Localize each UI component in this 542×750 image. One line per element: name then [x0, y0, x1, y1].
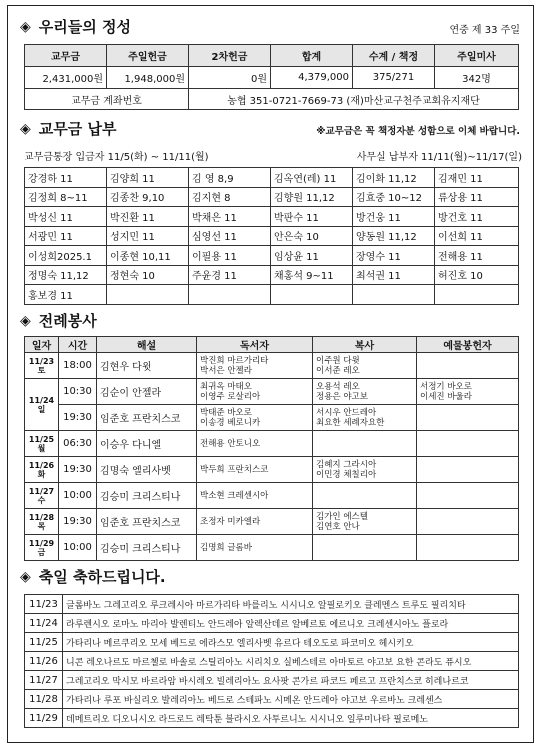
- dues-cell: 이성희2025.1: [25, 246, 107, 266]
- dues-cell: 허진호 10: [435, 265, 519, 285]
- dues-cell: 김정희 8~11: [25, 187, 107, 207]
- feast-row: [25, 614, 519, 633]
- liturgy-readers-name: 조정자 미카엘라: [200, 516, 261, 527]
- feast-date: 11/28: [25, 690, 63, 709]
- dues-cell: 김옥연(레) 11: [271, 168, 353, 188]
- liturgy-servers-name: 최요한 세례자요한: [316, 417, 385, 428]
- liturgy-time: 10:00: [59, 535, 97, 561]
- dues-cell: [435, 285, 519, 305]
- dues-cell: 홍보경 11: [25, 285, 107, 305]
- feast-date: 11/24: [25, 614, 63, 633]
- dues-cell: 김 영 8,9: [189, 168, 271, 188]
- liturgy-readers-name: 박서은 안젤라: [200, 365, 252, 376]
- liturgy-row: [25, 457, 519, 483]
- feast-date: 11/23: [25, 595, 63, 614]
- liturgy-col: 예물봉헌자: [417, 337, 519, 353]
- liturgy-readers: [197, 353, 313, 379]
- feast-title: 축일 축하드립니다.: [38, 568, 166, 586]
- feast-names: 데메트리오 디오니시오 라드로드 레탁툰 블라시오 사투르니노 시시니오 일루미나타 필로메노: [63, 709, 519, 728]
- dues-cell: 서광민 11: [25, 226, 107, 246]
- liturgy-commentator: 김명숙 엘리사벳: [97, 457, 197, 483]
- feast-section-title: [20, 566, 166, 587]
- liturgy-readers: [197, 405, 313, 431]
- dues-cell: 양동원 11,12: [353, 226, 435, 246]
- liturgy-readers: [197, 483, 313, 509]
- dues-cell: 방건웅 11: [353, 207, 435, 227]
- account-value: 농협 351-0721-7669-73 (재)마산교구천주교회유지재단: [189, 89, 519, 110]
- liturgy-offertory: [417, 535, 519, 561]
- dues-cell: 정현숙 10: [107, 265, 189, 285]
- dues-row: [25, 168, 519, 188]
- dues-title: 교무금 납부: [38, 120, 117, 138]
- liturgy-servers: [313, 405, 417, 431]
- dues-cell: 방건호 11: [435, 207, 519, 227]
- liturgy-row: [25, 379, 519, 405]
- liturgy-offertory: [417, 431, 519, 457]
- feast-row: [25, 595, 519, 614]
- liturgy-time: 19:30: [59, 509, 97, 535]
- dues-row: [25, 265, 519, 285]
- liturgy-servers-name: 서시우 안드레아: [316, 407, 377, 418]
- liturgy-readers-name: 전해용 안토니오: [200, 438, 261, 449]
- dues-cell: 최석권 11: [353, 265, 435, 285]
- liturgy-col: 해설: [97, 337, 197, 353]
- dues-cell: 안은숙 10: [271, 226, 353, 246]
- offerings-col: 수계 / 책정: [353, 45, 435, 67]
- offerings-value: 4,379,000: [271, 67, 353, 89]
- liturgy-title: 전례봉사: [38, 312, 97, 330]
- diamond-bullet-icon: ◈: [20, 18, 31, 35]
- liturgy-col: 일자: [25, 337, 59, 353]
- liturgy-commentator: 김순이 안젤라: [97, 379, 197, 405]
- liturgy-servers: [313, 431, 417, 457]
- liturgy-date: [25, 457, 59, 483]
- liturgy-dow: 일: [37, 404, 46, 414]
- liturgy-commentator: 김현우 다윗: [97, 353, 197, 379]
- liturgy-readers-name: 박두희 프란치스코: [200, 464, 269, 475]
- issue-label: 연중 제 33 주일: [449, 25, 520, 36]
- offerings-value: 375/271: [353, 67, 435, 89]
- dues-cell: 박진환 11: [107, 207, 189, 227]
- offerings-col: 합계: [271, 45, 353, 67]
- liturgy-commentator: 임준호 프란치스코: [97, 405, 197, 431]
- liturgy-servers-name: 이주원 다윗: [316, 355, 360, 366]
- liturgy-date: [25, 379, 59, 431]
- liturgy-time: 19:30: [59, 405, 97, 431]
- dues-row: [25, 246, 519, 266]
- liturgy-dow: 토: [37, 365, 46, 375]
- feast-names: 글롬바노 그레고리오 루크레시아 마르가리타 바를리노 시시니오 알필로키오 클레멘스 트루도 필리치타: [63, 595, 519, 614]
- feast-date: 11/29: [25, 709, 63, 728]
- liturgy-offertory: [417, 379, 519, 405]
- liturgy-servers-name: 오용석 레오: [316, 381, 360, 392]
- liturgy-offertory: [417, 457, 519, 483]
- offerings-col: 교무금: [25, 45, 107, 67]
- dues-cell: 주윤경 11: [189, 265, 271, 285]
- liturgy-row: [25, 353, 519, 379]
- dues-cell: 김향원 11,12: [271, 187, 353, 207]
- dues-row: [25, 207, 519, 227]
- liturgy-readers-name: 박진희 마르가리타: [200, 355, 269, 366]
- dues-cell: 이선희 11: [435, 226, 519, 246]
- liturgy-time: 10:00: [59, 483, 97, 509]
- liturgy-commentator: 김승미 크리스티나: [97, 483, 197, 509]
- liturgy-date-text: 11/28: [28, 512, 55, 522]
- offerings-value-row: [25, 67, 519, 89]
- dues-row: [25, 226, 519, 246]
- liturgy-readers: [197, 431, 313, 457]
- liturgy-readers-name: 김명희 글롬바: [200, 542, 252, 553]
- liturgy-readers: [197, 509, 313, 535]
- dues-cell: 박판수 11: [271, 207, 353, 227]
- liturgy-dow: 금: [37, 547, 46, 557]
- liturgy-date: [25, 353, 59, 379]
- liturgy-date: [25, 535, 59, 561]
- feast-row: [25, 633, 519, 652]
- feast-row: [25, 690, 519, 709]
- feast-names: 그레고리오 막시모 바르라암 바시레오 빌레리아노 요사팟 콘가르 파코드 페르고 프란치스코 히레나르코: [63, 671, 519, 690]
- dues-row: [25, 285, 519, 305]
- liturgy-readers-name: 박소현 크레센시아: [200, 490, 269, 501]
- dues-cell: 김이화 11,12: [353, 168, 435, 188]
- feast-date: 11/26: [25, 652, 63, 671]
- liturgy-dow: 목: [37, 521, 46, 531]
- feast-row: [25, 652, 519, 671]
- liturgy-date-text: 11/25: [28, 434, 55, 444]
- offerings-header-row: [25, 45, 519, 67]
- liturgy-time: 19:30: [59, 457, 97, 483]
- liturgy-servers: [313, 353, 417, 379]
- offerings-title: 우리들의 정성: [38, 18, 131, 36]
- diamond-bullet-icon: ◈: [20, 120, 31, 137]
- dues-cell: 임상윤 11: [271, 246, 353, 266]
- bank-period: 교무금통장 입금자 11/5(화) ~ 11/11(월): [24, 152, 209, 163]
- feast-row: [25, 709, 519, 728]
- offerings-col: 주일미사: [435, 45, 519, 67]
- liturgy-commentator: 김승미 크리스티나: [97, 535, 197, 561]
- liturgy-row: [25, 483, 519, 509]
- liturgy-servers-name: 김가인 에스텔: [316, 511, 368, 522]
- liturgy-date-text: 11/27: [28, 486, 55, 496]
- feast-table: [24, 594, 519, 728]
- dues-cell: 류상용 11: [435, 187, 519, 207]
- dues-cell: 박성신 11: [25, 207, 107, 227]
- dues-cell: 이필용 11: [189, 246, 271, 266]
- liturgy-offertory-name: 이세진 바울라: [420, 391, 472, 402]
- liturgy-readers: [197, 457, 313, 483]
- offerings-value: 0원: [189, 67, 271, 89]
- feast-names: 니콘 레오나르도 마르첼로 바솔로 스틸리아노 시리치오 실베스테르 아마토르 야고보 요한 콘라도 퓨시오: [63, 652, 519, 671]
- liturgy-time: 10:30: [59, 379, 97, 405]
- liturgy-date-text: 11/24: [28, 395, 55, 405]
- liturgy-servers-name: 이서준 레오: [316, 365, 360, 376]
- dues-cell: 장영수 11: [353, 246, 435, 266]
- dues-cell: 김효중 10~12: [353, 187, 435, 207]
- liturgy-col: 독서자: [197, 337, 313, 353]
- dues-cell: 김종찬 9,10: [107, 187, 189, 207]
- feast-names: 가타리나 루포 바실리오 발레리아노 베드로 스테파노 시메온 안드레아 야고보 우르바노 크레센스: [63, 690, 519, 709]
- liturgy-servers-name: 김혜지 그라시아: [316, 459, 377, 470]
- dues-cell: [189, 285, 271, 305]
- liturgy-readers-name: 이송경 베로니카: [200, 417, 261, 428]
- liturgy-row: [25, 431, 519, 457]
- dues-section-title: [20, 118, 116, 139]
- offerings-value: 2,431,000원: [25, 67, 107, 89]
- liturgy-servers: [313, 509, 417, 535]
- feast-date: 11/27: [25, 671, 63, 690]
- liturgy-servers-name: 김연호 안나: [316, 521, 360, 532]
- liturgy-dow: 수: [37, 495, 46, 505]
- liturgy-readers-name: 최귀옥 마태오: [200, 381, 252, 392]
- liturgy-dow: 화: [37, 469, 46, 479]
- liturgy-readers: [197, 535, 313, 561]
- diamond-bullet-icon: ◈: [20, 312, 31, 329]
- feast-row: [25, 671, 519, 690]
- liturgy-time: 06:30: [59, 431, 97, 457]
- liturgy-commentator: 이승우 다니엘: [97, 431, 197, 457]
- liturgy-offertory: [417, 353, 519, 379]
- liturgy-readers-name: 박태준 바오로: [200, 407, 252, 418]
- dues-cell: 정명숙 11,12: [25, 265, 107, 285]
- dues-cell: [353, 285, 435, 305]
- liturgy-readers-name: 이영주 로살리아: [200, 391, 261, 402]
- liturgy-servers-name: 정용은 야고보: [316, 391, 368, 402]
- liturgy-offertory-name: 서정기 바오로: [420, 381, 472, 392]
- dues-cell: [271, 285, 353, 305]
- account-label: 교무금 계좌번호: [25, 89, 189, 110]
- liturgy-col: 복사: [313, 337, 417, 353]
- liturgy-offertory: [417, 405, 519, 431]
- liturgy-table: [24, 336, 519, 561]
- liturgy-date-text: 11/29: [28, 538, 55, 548]
- dues-cell: 이종현 10,11: [107, 246, 189, 266]
- liturgy-date: [25, 509, 59, 535]
- offerings-value: 1,948,000원: [107, 67, 189, 89]
- offerings-section-title: [20, 16, 131, 37]
- office-period: 사무실 납부자 11/11(월)~11/17(일): [356, 152, 522, 163]
- liturgy-date: [25, 431, 59, 457]
- feast-names: 가타리나 메르쿠리오 모세 베드로 에라스모 엘리사벳 유르다 테오도로 파코미오 헤시키오: [63, 633, 519, 652]
- liturgy-row: [25, 509, 519, 535]
- dues-cell: 김지현 8: [189, 187, 271, 207]
- dues-cell: [107, 285, 189, 305]
- dues-notice: ※교무금은 꼭 책정자분 성함으로 이체 바랍니다.: [316, 126, 520, 137]
- offerings-table: [24, 44, 519, 110]
- liturgy-offertory: [417, 483, 519, 509]
- dues-cell: 강경하 11: [25, 168, 107, 188]
- liturgy-row: [25, 405, 519, 431]
- liturgy-servers: [313, 457, 417, 483]
- liturgy-date: [25, 483, 59, 509]
- feast-date: 11/25: [25, 633, 63, 652]
- liturgy-servers: [313, 535, 417, 561]
- dues-cell: 김양희 11: [107, 168, 189, 188]
- liturgy-servers-name: 이민경 체칠리아: [316, 469, 377, 480]
- liturgy-section-title: [20, 310, 97, 331]
- offerings-col: 주일헌금: [107, 45, 189, 67]
- dues-cell: 심영선 11: [189, 226, 271, 246]
- liturgy-time: 18:00: [59, 353, 97, 379]
- liturgy-offertory: [417, 509, 519, 535]
- liturgy-dow: 월: [37, 443, 46, 453]
- dues-table: [24, 167, 519, 305]
- feast-names: 라루렌시오 로마노 마리아 발렌티노 안드레아 알렉산데르 알베르토 에르니오 크레센시아노 플로라: [63, 614, 519, 633]
- offerings-value: 342명: [435, 67, 519, 89]
- dues-cell: 박채은 11: [189, 207, 271, 227]
- offerings-col: 2차헌금: [189, 45, 271, 67]
- liturgy-servers: [313, 379, 417, 405]
- liturgy-row: [25, 535, 519, 561]
- dues-cell: 김재민 11: [435, 168, 519, 188]
- liturgy-servers: [313, 483, 417, 509]
- liturgy-col: 시간: [59, 337, 97, 353]
- dues-cell: 채홍석 9~11: [271, 265, 353, 285]
- dues-cell: 전해용 11: [435, 246, 519, 266]
- liturgy-commentator: 임준호 프란치스코: [97, 509, 197, 535]
- diamond-bullet-icon: ◈: [20, 568, 31, 585]
- account-row: [25, 89, 519, 110]
- dues-row: [25, 187, 519, 207]
- liturgy-readers: [197, 379, 313, 405]
- liturgy-date-text: 11/26: [28, 460, 55, 470]
- liturgy-header-row: [25, 337, 519, 353]
- liturgy-date-text: 11/23: [28, 356, 55, 366]
- dues-cell: 성지민 11: [107, 226, 189, 246]
